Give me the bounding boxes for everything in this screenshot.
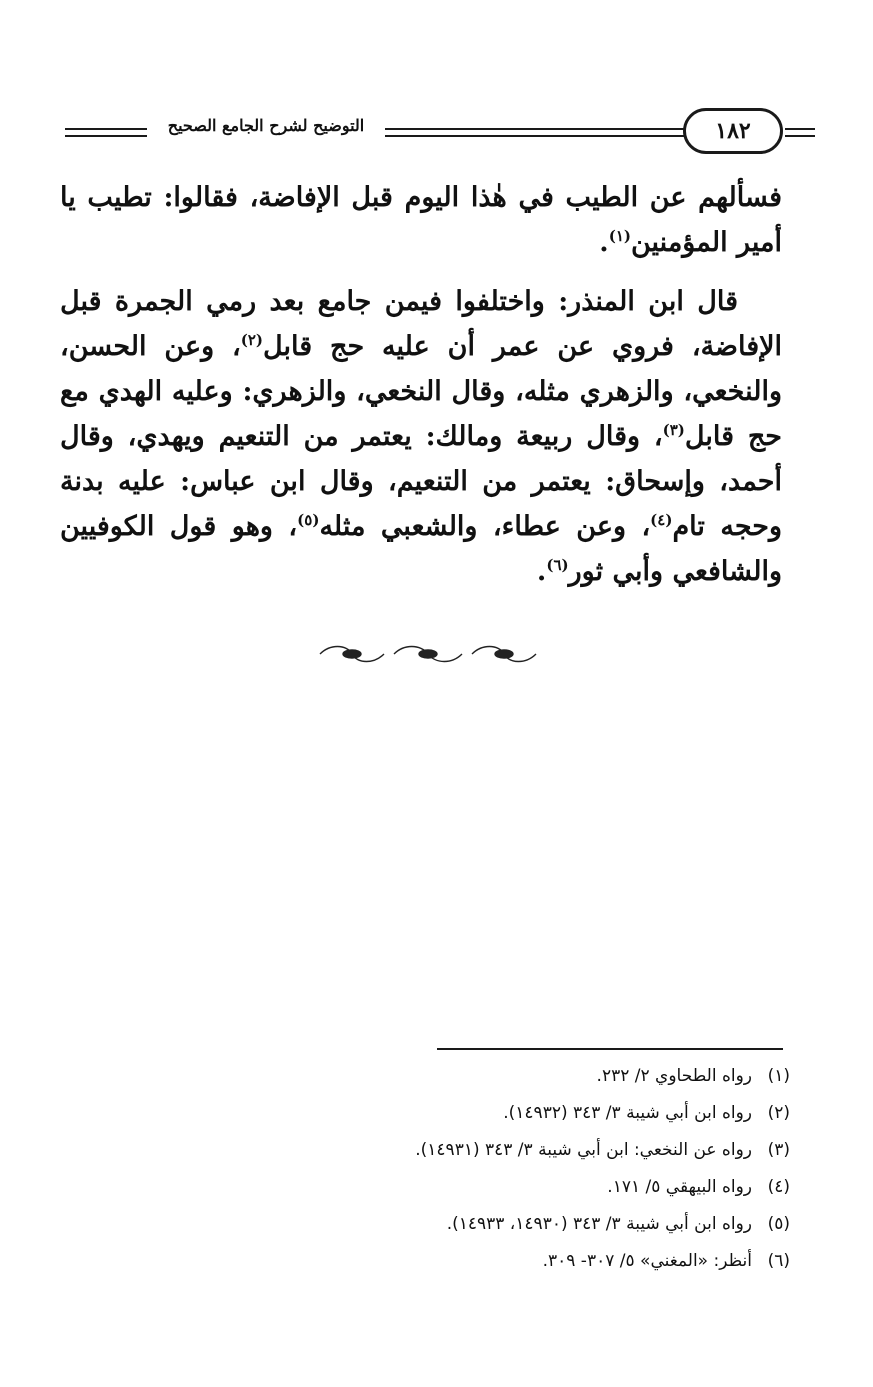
paragraph: [60, 175, 782, 265]
text-run: ، وهو قول الكوفيين والشافعي وأبي ثور: [60, 511, 782, 587]
footnote: [250, 1132, 790, 1169]
footnote-number: (٦): [767, 1251, 790, 1271]
running-title: التوضيح لشرح الجامع الصحيح: [167, 116, 365, 135]
footnote-text: رواه الطحاوي ٢/ ٢٣٢.: [596, 1066, 752, 1086]
text-run: ، وعن عطاء، والشعبي مثله: [319, 511, 651, 542]
footnote-text: رواه البيهقي ٥/ ١٧١.: [607, 1177, 752, 1197]
paragraph: [60, 279, 782, 594]
footnote-reference: (٣): [662, 421, 685, 439]
footnote-number: (٥): [767, 1214, 790, 1234]
footnote-reference: (٤): [650, 511, 673, 529]
header-rule: [65, 128, 147, 130]
text-run: ، وعن الحسن، والنخعي، والزهري مثله، وقال النخعي، والزهري: وعليه الهدي مع حج قابل: [60, 331, 783, 452]
header-rule: [385, 135, 685, 137]
footnote-number: (٤): [767, 1177, 790, 1197]
text-run: .: [599, 227, 609, 258]
footnote: [250, 1169, 790, 1206]
page-number: ١٨٢: [683, 108, 783, 154]
footnote-reference: (٢): [240, 331, 264, 349]
footnote-reference: (٥): [297, 511, 320, 529]
header-rule: [65, 135, 147, 137]
footnote-number: (٢): [767, 1103, 790, 1123]
footnote-number: (١): [767, 1066, 790, 1086]
footnote-reference: (٦): [546, 556, 569, 574]
footnote: [250, 1058, 790, 1095]
footnote-text: أنظر: «المغني» ٥/ ٣٠٧- ٣٠٩.: [542, 1251, 752, 1271]
header-rule: [785, 135, 815, 137]
text-run: فسألهم عن الطيب في هٰذا اليوم قبل الإفاضة، فقالوا: تطيب يا أمير المؤمنين: [60, 182, 782, 258]
text-run: ، وقال ربيعة ومالك: يعتمر من التنعيم ويهدي، وقال أحمد، وإسحاق: يعتمر من التنعيم، وقال ابن عباس: عليه بدنة وحجه تام: [60, 421, 783, 542]
footnote-reference: (١): [608, 227, 631, 245]
footnote: [250, 1243, 790, 1280]
header-rule: [785, 128, 815, 130]
footnote: [250, 1095, 790, 1132]
footnote-separator: [437, 1048, 783, 1050]
section-divider-ornament: [316, 642, 540, 670]
main-text: [60, 175, 782, 608]
footnote: [250, 1206, 790, 1243]
text-run: قال ابن المنذر: واختلفوا فيمن جامع بعد رمي الجمرة قبل الإفاضة، فروي عن عمر أن عليه حج قابل: [60, 286, 783, 362]
footnote-text: رواه ابن أبي شيبة ٣/ ٣٤٣ (١٤٩٣٢).: [503, 1103, 752, 1123]
page-header: [55, 108, 785, 158]
footnote-text: رواه ابن أبي شيبة ٣/ ٣٤٣ (١٤٩٣٠، ١٤٩٣٣).: [446, 1214, 752, 1234]
text-run: .: [536, 556, 547, 587]
header-rule: [385, 128, 685, 130]
ornament-icon: [316, 642, 540, 666]
footnote-number: (٣): [767, 1140, 790, 1160]
footnotes: [250, 1058, 790, 1280]
footnote-text: رواه عن النخعي: ابن أبي شيبة ٣/ ٣٤٣ (١٤٩٣١).: [415, 1140, 752, 1160]
